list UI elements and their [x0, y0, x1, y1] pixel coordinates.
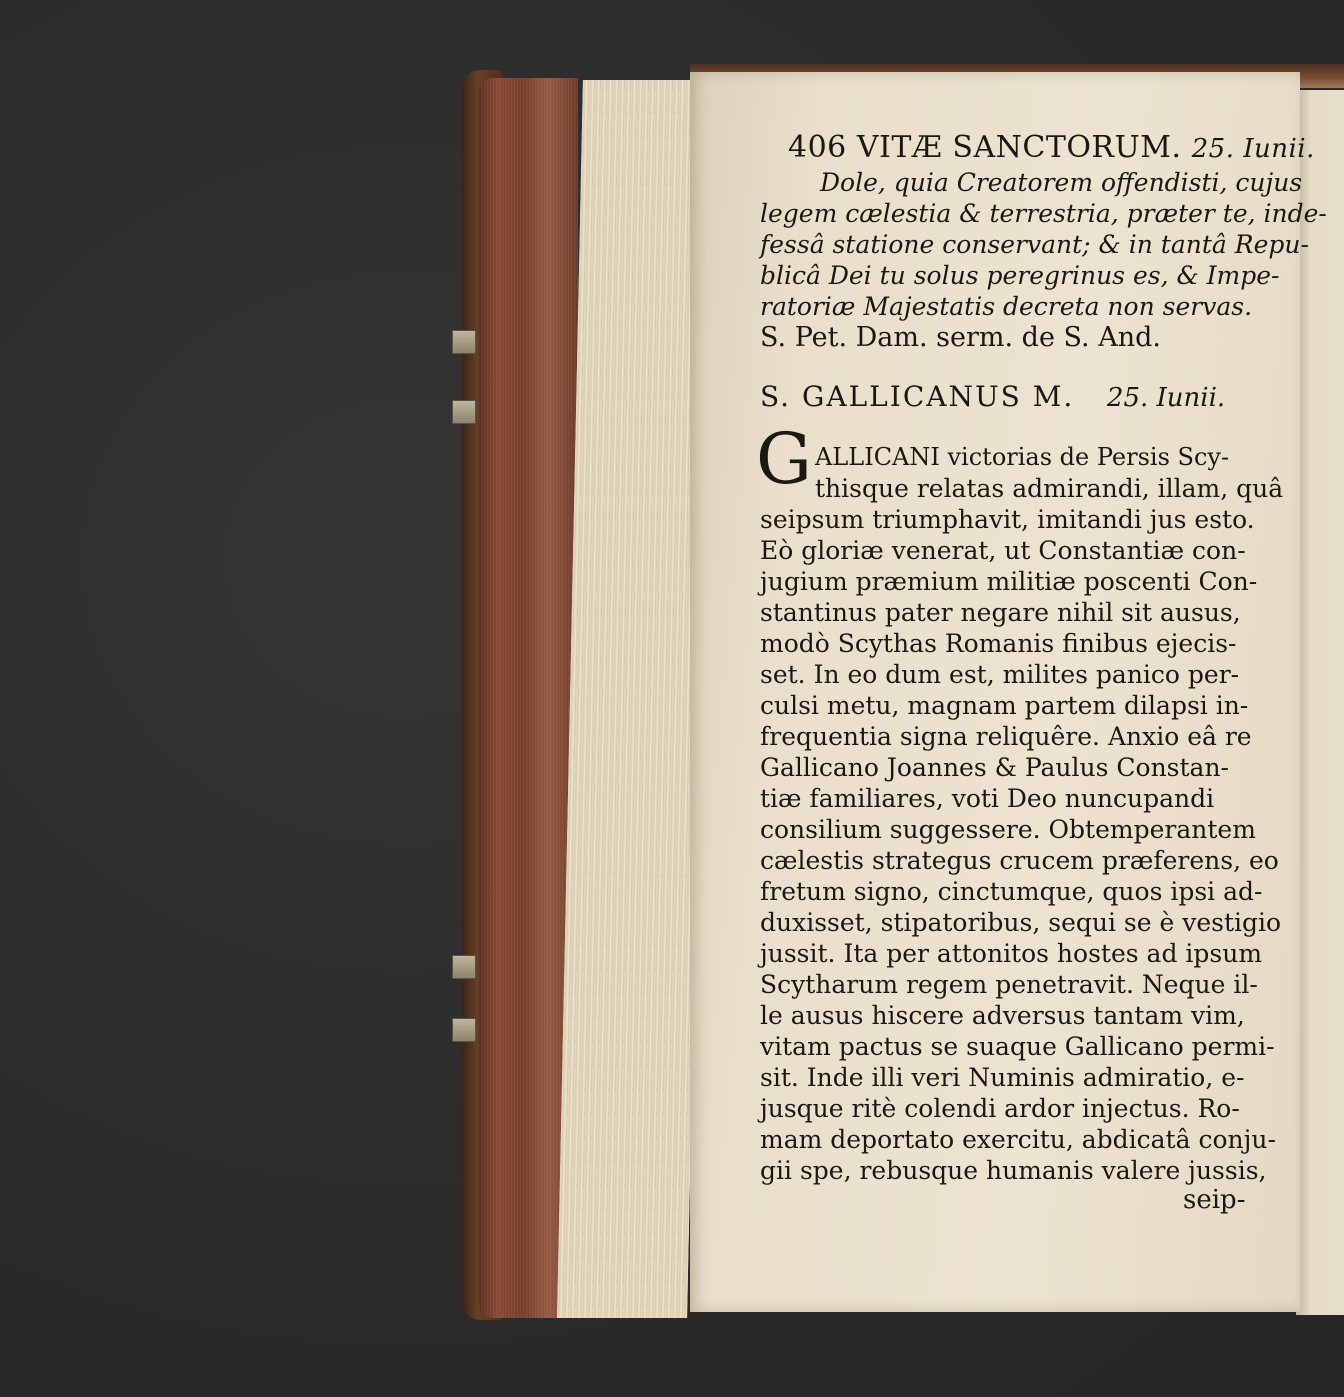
body-line: seipsum triumphavit, imitandi jus esto. — [760, 505, 1255, 534]
clasp-bottom — [452, 1018, 476, 1042]
body-line: thisque relatas admirandi, illam, quâ — [815, 474, 1284, 503]
running-date: 25. Iunii. — [1191, 134, 1315, 164]
section-title — [760, 380, 1225, 413]
page-number: 406 — [788, 130, 847, 165]
body-line: Scytharum regem penetravit. Neque il- — [760, 970, 1258, 999]
body-line: stantinus pater negare nihil sit ausus, — [760, 598, 1241, 627]
catchword: seip- — [1183, 1185, 1246, 1215]
body-line: duxisset, stipatoribus, sequi se è vestigio — [760, 908, 1282, 937]
body-line: fretum signo, cinctumque, quos ipsi ad- — [760, 877, 1263, 906]
clasp-top — [452, 330, 476, 354]
drop-cap: G — [756, 418, 812, 500]
body-line: jugium præmium militiæ poscenti Con- — [760, 567, 1258, 596]
running-head — [788, 130, 1315, 165]
body-line: modò Scythas Romanis finibus ejecis- — [760, 629, 1237, 658]
body-line: sit. Inde illi veri Numinis admiratio, e- — [760, 1063, 1245, 1092]
body-line: Gallicano Joannes & Paulus Constan- — [760, 753, 1230, 782]
clasp-lower-middle — [452, 955, 476, 979]
body-line: Eò gloriæ venerat, ut Constantiæ con- — [760, 536, 1246, 565]
quote-line: blicâ Dei tu solus peregrinus es, & Impe- — [760, 261, 1280, 290]
next-page-edge — [1296, 90, 1344, 1315]
quote-line: legem cælestia & terrestria, præter te, inde- — [760, 199, 1327, 228]
body-line: ALLICANI victorias de Persis Scy- — [815, 443, 1230, 471]
citation: S. Pet. Dam. serm. de S. And. — [760, 322, 1161, 353]
body-line: mam deportato exercitu, abdicatâ conju- — [760, 1125, 1276, 1154]
quote-line: Dole, quia Creatorem offendisti, cujus — [820, 168, 1303, 197]
quote-line: ratoriæ Majestatis decreta non servas. — [760, 292, 1253, 321]
body-line: frequentia signa reliquêre. Anxio eâ re — [760, 722, 1252, 751]
body-line: cælestis strategus crucem præferens, eo — [760, 846, 1279, 875]
body-line: gii spe, rebusque humanis valere jussis, — [760, 1156, 1267, 1185]
body-line: vitam pactus se suaque Gallicano permi- — [760, 1032, 1275, 1061]
body-line: set. In eo dum est, milites panico per- — [760, 660, 1240, 689]
section-title-date: 25. Iunii. — [1106, 383, 1226, 413]
body-line: culsi metu, magnam partem dilapsi in- — [760, 691, 1249, 720]
clasp-upper-middle — [452, 400, 476, 424]
body-line: tiæ familiares, voti Deo nuncupandi — [760, 784, 1215, 813]
body-line: jussit. Ita per attonitos hostes ad ipsum — [760, 939, 1263, 968]
body-line: le ausus hiscere adversus tantam vim, — [760, 1001, 1245, 1030]
running-title: VITÆ SANCTORUM. — [856, 130, 1182, 165]
body-line: consilium suggessere. Obtemperantem — [760, 815, 1256, 844]
quote-line: fessâ statione conservant; & in tantâ Repu- — [760, 230, 1309, 259]
section-title-name: S. GALLICANUS M. — [760, 380, 1075, 413]
body-line: jusque ritè colendi ardor injectus. Ro- — [760, 1094, 1240, 1123]
